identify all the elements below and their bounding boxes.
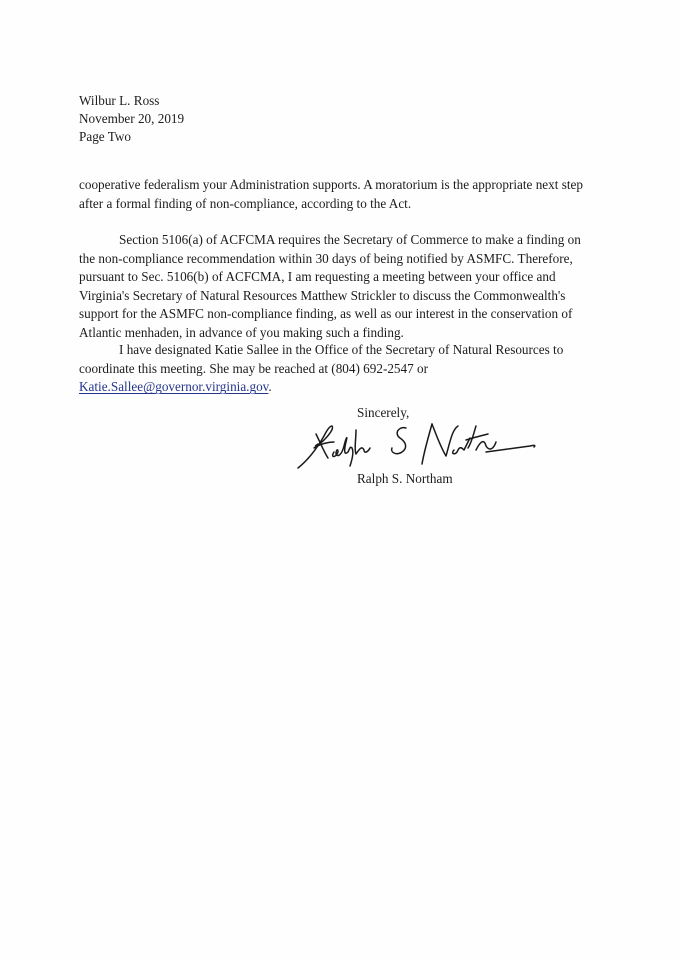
paragraph-line: I have designated Katie Sallee in the Office of the Secretary of Natural Resources to [119, 342, 564, 357]
letter-date: November 20, 2019 [79, 111, 185, 126]
email-link[interactable]: Katie.Sallee@governor.virginia.gov [79, 379, 269, 395]
paragraph-line: the non-compliance recommendation within 30 days of being notified by ASMFC. Therefore, [79, 250, 573, 266]
paragraph-line: coordinate this meeting. She may be reached at (804) 692-2547 or [79, 360, 428, 376]
paragraph-3 [79, 341, 599, 397]
paragraph-line: Virginia's Secretary of Natural Resources Matthew Strickler to discuss the Commonwealth's [79, 287, 566, 303]
paragraph-1 [79, 176, 599, 213]
paragraph-line: cooperative federalism your Administration supports. A moratorium is the appropriate next step [79, 177, 583, 192]
paragraph-line [79, 378, 599, 397]
letter-header [79, 92, 184, 146]
paragraph-line: Atlantic menhaden, in advance of you making such a finding. [79, 324, 404, 340]
sentence-period: . [268, 379, 272, 395]
paragraph-line: pursuant to Sec. 5106(b) of ACFCMA, I am requesting a meeting between your office and [79, 269, 556, 285]
page-label: Page Two [79, 129, 131, 144]
recipient-name: Wilbur L. Ross [79, 93, 160, 108]
paragraph-line: Section 5106(a) of ACFCMA requires the Secretary of Commerce to make a finding on [119, 232, 581, 247]
valediction: Sincerely, [357, 405, 410, 420]
paragraph-2 [79, 231, 599, 343]
signer-name: Ralph S. Northam [357, 471, 453, 486]
handwritten-signature [290, 412, 540, 480]
paragraph-line: after a formal finding of non-compliance, according to the Act. [79, 195, 412, 211]
paragraph-line: support for the ASMFC non-compliance finding, as well as our interest in the conservation of [79, 306, 573, 322]
